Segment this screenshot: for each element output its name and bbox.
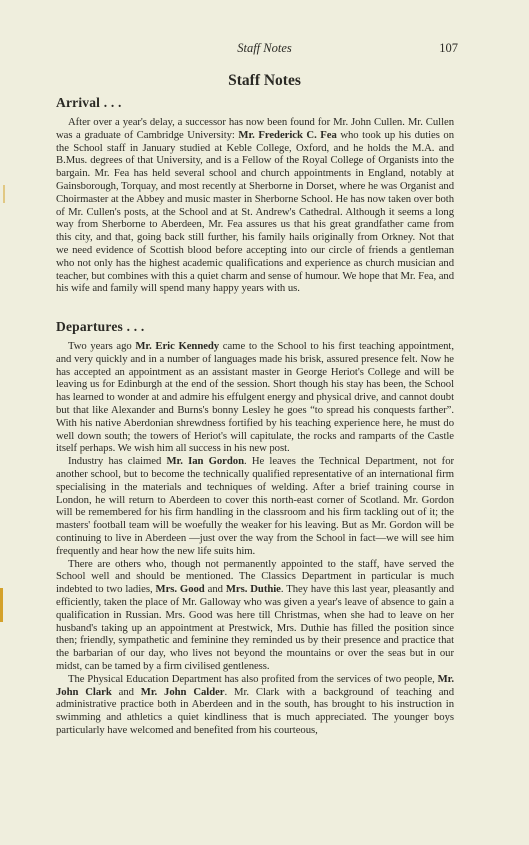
bold-name: Mr. Ian Gordon: [166, 455, 244, 468]
paragraph: [56, 558, 454, 673]
section-arrival: [56, 95, 454, 295]
text-run: Industry has claimed: [68, 455, 167, 468]
margin-marker: [3, 185, 5, 203]
section-body-arrival: [56, 116, 454, 295]
paragraph: [56, 455, 454, 557]
text-run: came to the School to his first teaching appointment, and very quickly and in a number of languages made his brisk, assured presence felt. Now he has accepted an appointment as an assistant master in George Heriot's College and will be leaving us for Edinburgh at the end of the session. Short though his stay has been, the School has learned to wonder at and admire his effulgent energy and physical drive, and cannot doubt but that like Alexander and Burns's bonny Lesley he goes “to spread his conquests farther”. With his native Aberdonian shrewdness fortified by his teaching experience here, he must do well down south; the towers of Heriot's will capitulate, the rocks and ramparts of the Castle itself perhaps. We wish him all success in his new post.: [56, 340, 454, 455]
running-head: [0, 41, 529, 57]
section-heading-departures: Departures . . .: [56, 319, 145, 334]
page-title: Staff Notes: [228, 72, 301, 89]
text-run: The Physical Education Department has also profited from the services of two people,: [68, 672, 438, 685]
bold-name: Mr. Frederick C. Fea: [238, 128, 337, 141]
text-run: who took up his duties on the School staff in January studied at Keble College, Oxford, and he holds the M.A. and B.Mus. degrees of that University, and is a Fellow of the Royal College of Organists into the bargain. Mr. Fea has held several school and church appointments in England, notably at Gainsborough, Torquay, and most recently at Sherborne in Dorset, where he was Organist and Choirmaster at the Abbey and music master in Sherborne School. He has now taken over both of Mr. Cullen's posts, at the School and at St. Andrew's Cathedral. Although it seems a long way from Sherborne to Aberdeen, Mr. Fea assures us that his great grandfather came from this city, and that, going back still further, his family hails originally from Orkney. Not that we need evidence of Scottish blood before accepting into our circle of friends a gentleman who not only has the highest academic qualifications and experience as church musician and teacher, but combines with this a quiet charm and sense of humour. We hope that Mr. Fea, and his wife and family will spend many happy years with us.: [56, 128, 455, 295]
section-body-departures: [56, 340, 454, 737]
bold-name: Mr. Eric Kennedy: [135, 340, 220, 352]
bold-name: Mrs. Duthie: [225, 583, 281, 596]
paragraph: [56, 340, 454, 455]
bold-name: Mr. John Clark: [56, 672, 454, 698]
paragraph: [56, 116, 454, 295]
text-run: Two years ago: [68, 340, 136, 352]
bold-name: Mr. John Calder: [140, 685, 225, 698]
page-number: 107: [439, 41, 458, 55]
section-departures: [56, 319, 454, 737]
running-head-title: Staff Notes: [237, 41, 292, 55]
text-run: After over a year's delay, a successor has now been found for Mr. John Cullen. Mr. Cullen was a graduate of Cambridge University:: [56, 116, 454, 141]
text-run: . They have this last year, pleasantly and efficiently, taken the place of Mr. Galloway who was given a year's leave of absence to gain a qualification in Russian. Mrs. Good was here till Christmas, when she had to leave on her husband's taking up an appointment at Prestwick, Mrs. Duthie has filled the position since then; friendly, sympathetic and feminine they reminded us by their presence and practice that the barbarian of our day, who lives not beyond the mountains or over the seas but in our midst, can be tamed by a firm civilised gentleness.: [56, 583, 454, 672]
text-run: and: [204, 583, 226, 596]
text-run: . Mr. Clark with a background of teaching and administrative practice both in Aberdeen and in the south, has brought to his instruction in swimming and athletics a quiet kindliness that is much appreciated. The younger boys particularly have welcomed and benefited from his courteous,: [56, 685, 455, 736]
bold-name: Mrs. Good: [155, 583, 205, 596]
paragraph: [56, 673, 454, 737]
text-run: There are others who, though not permanently appointed to the staff, have served the School well and should be mentioned. The Classics Department in particular is much indebted to two ladies,: [56, 557, 454, 596]
section-heading-arrival: Arrival . . .: [56, 95, 122, 110]
text-run: . He leaves the Technical Department, not for another school, but to become the technically qualified representative of an international firm specialising in the materials and techniques of welding. After a brief training course in London, he will return to Aberdeen to cover this north-east corner of Scotland. Mr. Gordon will be remembered for his firm handling in the classroom and his firm tackling out of it; the masters' football team will be woefully the weaker for his leaving. But as Mr. Gordon will be continuing to live in Aberdeen —just over the way from the School in fact—we will see him frequently and hear how the new life suits him.: [56, 455, 454, 557]
margin-marker: [0, 588, 3, 622]
text-run: and: [111, 685, 141, 698]
